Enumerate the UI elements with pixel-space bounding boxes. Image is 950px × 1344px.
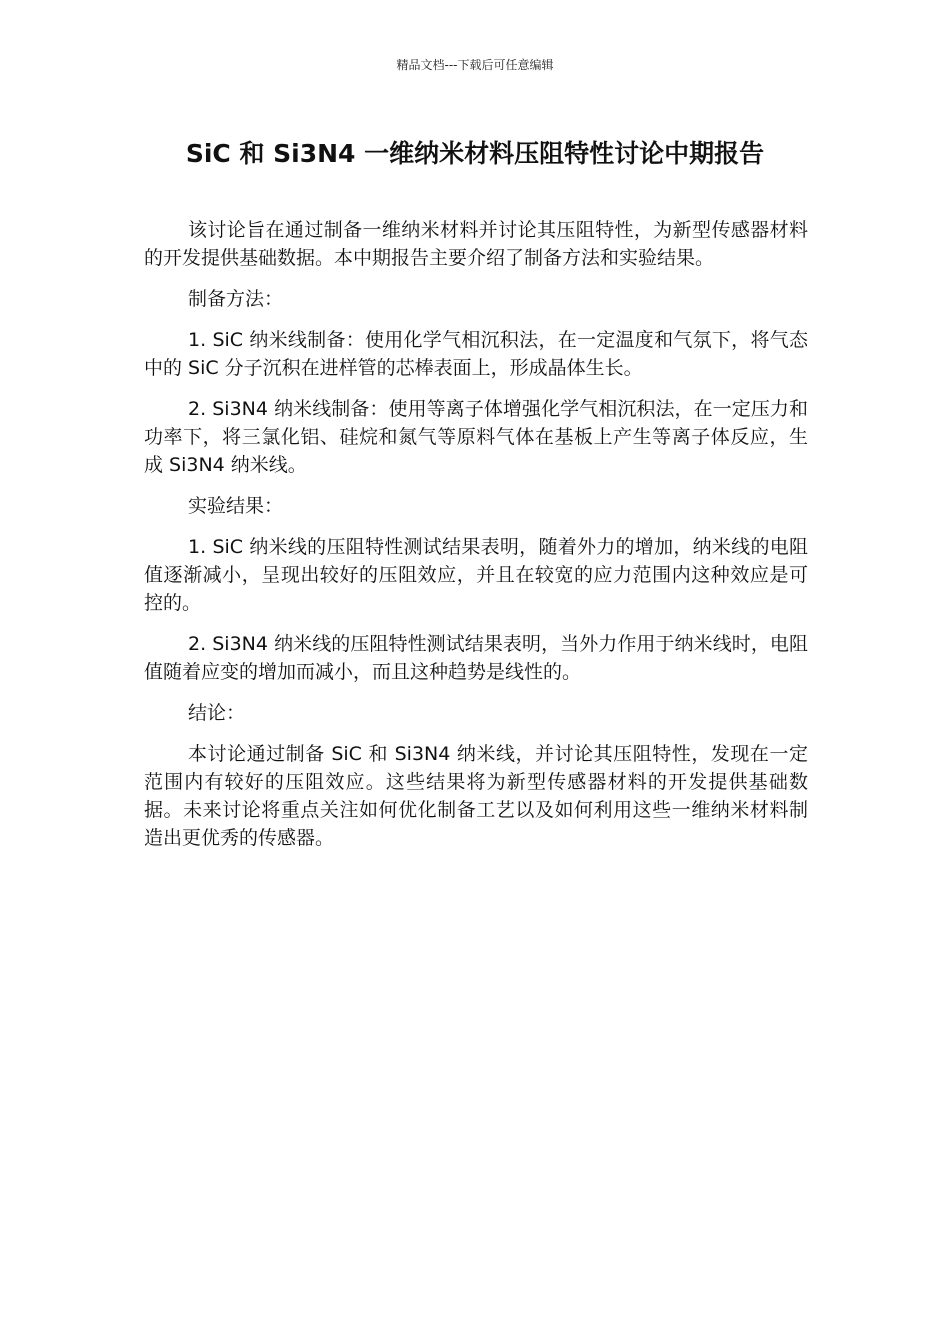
section-heading-methods: 制备方法： [188, 288, 284, 310]
page-header: 精品文档---下载后可任意编辑 [396, 58, 554, 72]
method-item-si3n4: 2. Si3N4 纳米线制备：使用等离子体增强化学气相沉积法，在一定压力和功率下，将三氯化铝、硅烷和氮气等原料气体在基板上产生等离子体反应，生成 Si3N4 纳米线。 [144, 398, 808, 476]
method-item-sic: 1. SiC 纳米线制备：使用化学气相沉积法，在一定温度和气氛下，将气态中的 SiC 分子沉积在进样管的芯棒表面上，形成晶体生长。 [144, 329, 808, 379]
document-title: SiC 和 Si3N4 一维纳米材料压阻特性讨论中期报告 [185, 139, 765, 168]
section-heading-results: 实验结果： [188, 495, 284, 517]
section-heading-conclusion: 结论： [188, 702, 246, 724]
result-item-si3n4: 2. Si3N4 纳米线的压阻特性测试结果表明，当外力作用于纳米线时，电阻值随着应变的增加而减小，而且这种趋势是线性的。 [144, 633, 808, 683]
document-body [144, 216, 808, 865]
result-item-sic: 1. SiC 纳米线的压阻特性测试结果表明，随着外力的增加，纳米线的电阻值逐渐减小，呈现出较好的压阻效应，并且在较宽的应力范围内这种效应是可控的。 [144, 536, 808, 614]
conclusion-paragraph: 本讨论通过制备 SiC 和 Si3N4 纳米线，并讨论其压阻特性，发现在一定范围内有较好的压阻效应。这些结果将为新型传感器材料的开发提供基础数据。未来讨论将重点关注如何优化制备工艺以及如何利用这些一维纳米材料制造出更优秀的传感器。 [144, 743, 808, 849]
intro-paragraph: 该讨论旨在通过制备一维纳米材料并讨论其压阻特性，为新型传感器材料的开发提供基础数据。本中期报告主要介绍了制备方法和实验结果。 [144, 219, 808, 269]
